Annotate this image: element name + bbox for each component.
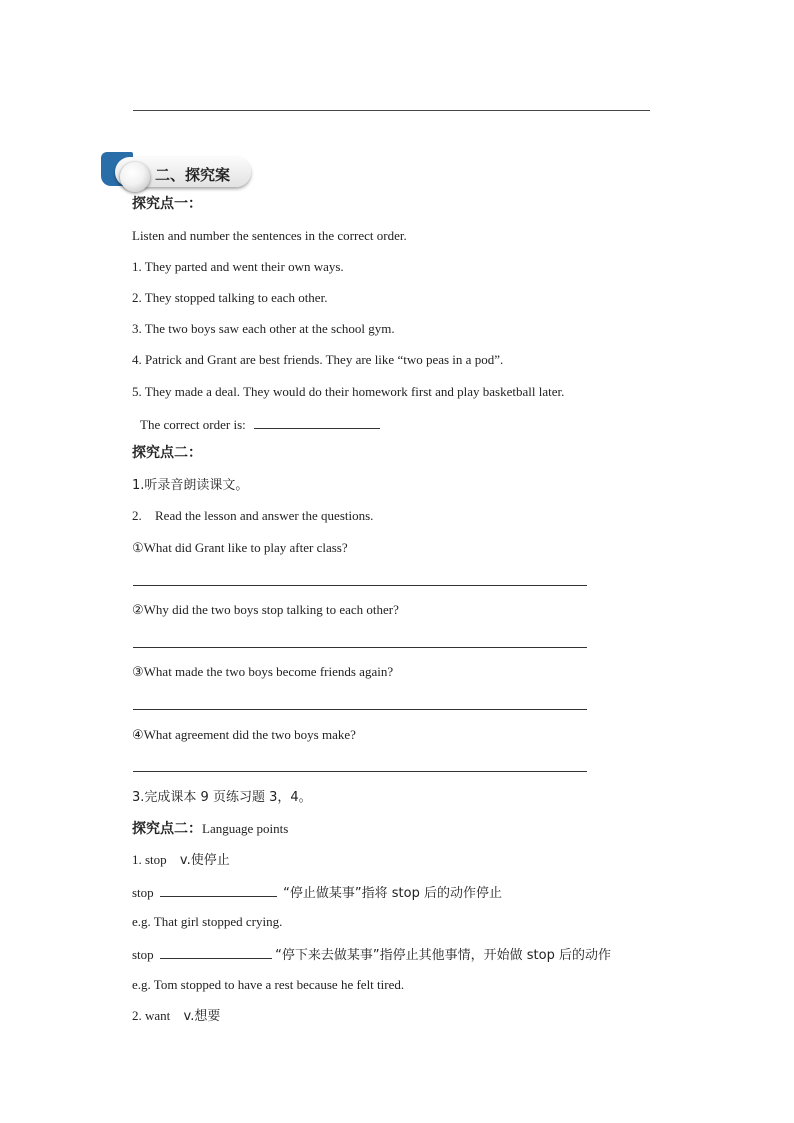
correct-order-label: The correct order is: — [140, 417, 246, 432]
sentence-2: 2. They stopped talking to each other. — [132, 290, 328, 305]
vocab-meaning-2: v.想要 — [183, 1009, 221, 1024]
task-2-text: Read the lesson and answer the questions. — [155, 508, 374, 523]
point1-instruction: Listen and number the sentences in the correct order. — [132, 228, 407, 243]
question-1: ①What did Grant like to play after class? — [132, 540, 348, 555]
sentence-4: 4. Patrick and Grant are best friends. They are like “two peas in a pod”. — [132, 352, 504, 367]
answer-line-1[interactable] — [133, 585, 587, 586]
stop-usage-b — [132, 945, 611, 964]
banner-knob-icon — [120, 162, 150, 192]
section-banner — [101, 152, 253, 192]
stop-usage-a-desc: “停止做某事”指将 stop 后的动作停止 — [283, 886, 502, 901]
answer-line-3[interactable] — [133, 709, 587, 710]
section-title: 二、探究案 — [155, 166, 231, 184]
task-3: 3.完成课本 9 页练习题 3，4。 — [132, 790, 312, 805]
stop-usage-b-prefix: stop — [132, 947, 154, 962]
sentence-3: 3. The two boys saw each other at the school gym. — [132, 321, 395, 336]
correct-order-blank[interactable] — [254, 415, 380, 429]
point3-heading-row — [132, 821, 288, 837]
question-3: ③What made the two boys become friends again? — [132, 664, 394, 679]
point3-heading-suffix: Language points — [202, 821, 289, 836]
stop-usage-b-desc: “停下来去做某事”指停止其他事情，开始做 stop 后的动作 — [275, 948, 611, 963]
vocab-word-2: 2. want — [132, 1008, 171, 1023]
question-4: ④What agreement did the two boys make? — [132, 727, 356, 742]
stop-usage-a-blank[interactable] — [160, 883, 277, 897]
task-1: 1.听录音朗读课文。 — [132, 478, 249, 493]
header-rule — [133, 110, 650, 111]
sentence-1: 1. They parted and went their own ways. — [132, 259, 344, 274]
answer-line-2[interactable] — [133, 647, 587, 648]
point2-heading: 探究点二： — [132, 445, 202, 461]
vocab-item-2 — [132, 1008, 220, 1025]
example-a: e.g. That girl stopped crying. — [132, 914, 283, 929]
stop-usage-a-prefix: stop — [132, 885, 154, 900]
point1-heading: 探究点一： — [132, 196, 202, 212]
vocab-meaning-1: v.使停止 — [179, 853, 230, 868]
task-2-number: 2. — [132, 508, 142, 523]
example-b: e.g. Tom stopped to have a rest because he felt tired. — [132, 977, 405, 992]
task-2 — [132, 508, 373, 524]
stop-usage-b-blank[interactable] — [160, 945, 272, 959]
stop-usage-a — [132, 883, 502, 902]
vocab-word-1: 1. stop — [132, 852, 167, 867]
correct-order-row — [140, 415, 380, 433]
question-2: ②Why did the two boys stop talking to each other? — [132, 602, 399, 617]
answer-line-4[interactable] — [133, 771, 587, 772]
sentence-5: 5. They made a deal. They would do their homework first and play basketball later. — [132, 384, 565, 399]
point3-heading: 探究点二： — [132, 821, 202, 837]
vocab-item-1 — [132, 852, 230, 869]
